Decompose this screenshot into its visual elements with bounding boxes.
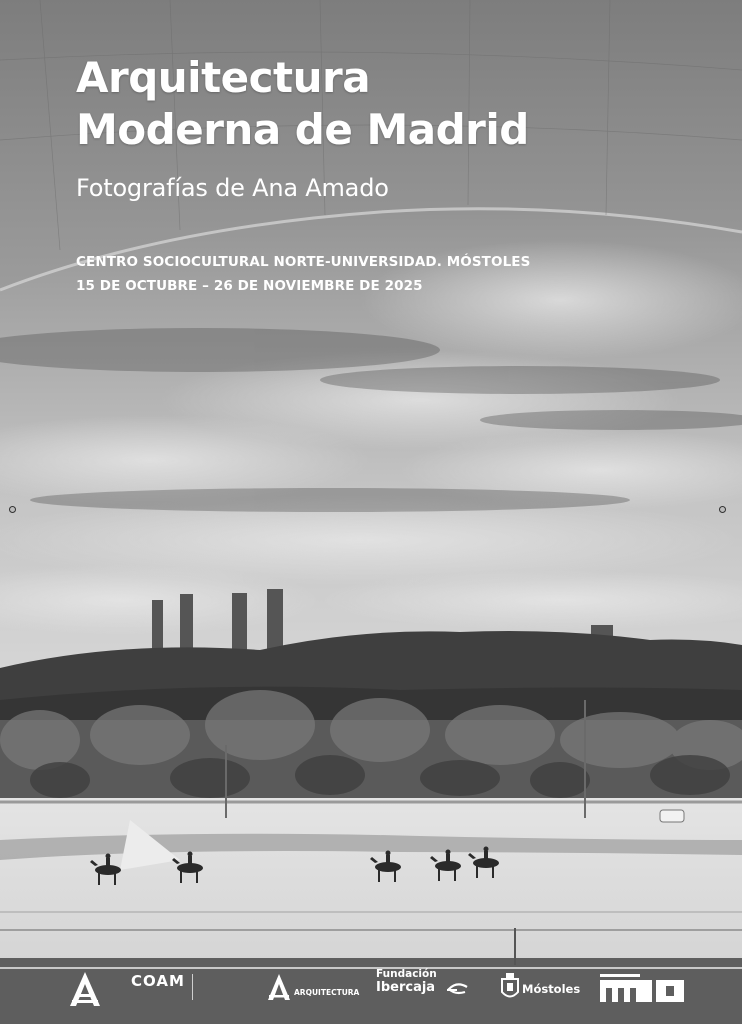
poster-subtitle: Fotografías de Ana Amado bbox=[76, 174, 389, 202]
coam-divider bbox=[192, 974, 193, 1000]
mostoles-text: Móstoles bbox=[522, 982, 581, 996]
registration-dot-left bbox=[9, 506, 16, 513]
ibercaja-logo bbox=[376, 968, 437, 995]
fundacion-text: Fundación bbox=[376, 968, 437, 980]
venue-block bbox=[76, 250, 530, 298]
ibercaja-swirl-icon bbox=[445, 982, 469, 1001]
coam-a-logo-icon bbox=[68, 970, 102, 1014]
coam-logo bbox=[131, 972, 185, 990]
poster-title-line-1: Arquitectura bbox=[76, 53, 371, 102]
sponsor-logos bbox=[0, 962, 742, 1024]
venue-text: CENTRO SOCIOCULTURAL NORTE-UNIVERSIDAD. MÓSTOLES bbox=[76, 254, 531, 270]
registration-dot-right bbox=[719, 506, 726, 513]
arquitectura-logo bbox=[294, 989, 359, 996]
ibercaja-text: Ibercaja bbox=[376, 980, 436, 995]
title-block bbox=[76, 52, 716, 202]
mostoles-logo bbox=[522, 982, 580, 996]
mostoles-crest-icon bbox=[500, 972, 520, 1006]
arquitectura-text: ARQUITECTURA bbox=[294, 988, 360, 997]
university-building-icon bbox=[600, 974, 684, 1006]
dates-text: 15 DE OCTUBRE – 26 DE NOVIEMBRE DE 2025 bbox=[76, 278, 423, 294]
poster-title-line-2: Moderna de Madrid bbox=[76, 105, 529, 154]
arquitectura-a-logo-icon bbox=[266, 972, 292, 1008]
coam-text: COAM bbox=[131, 972, 185, 990]
